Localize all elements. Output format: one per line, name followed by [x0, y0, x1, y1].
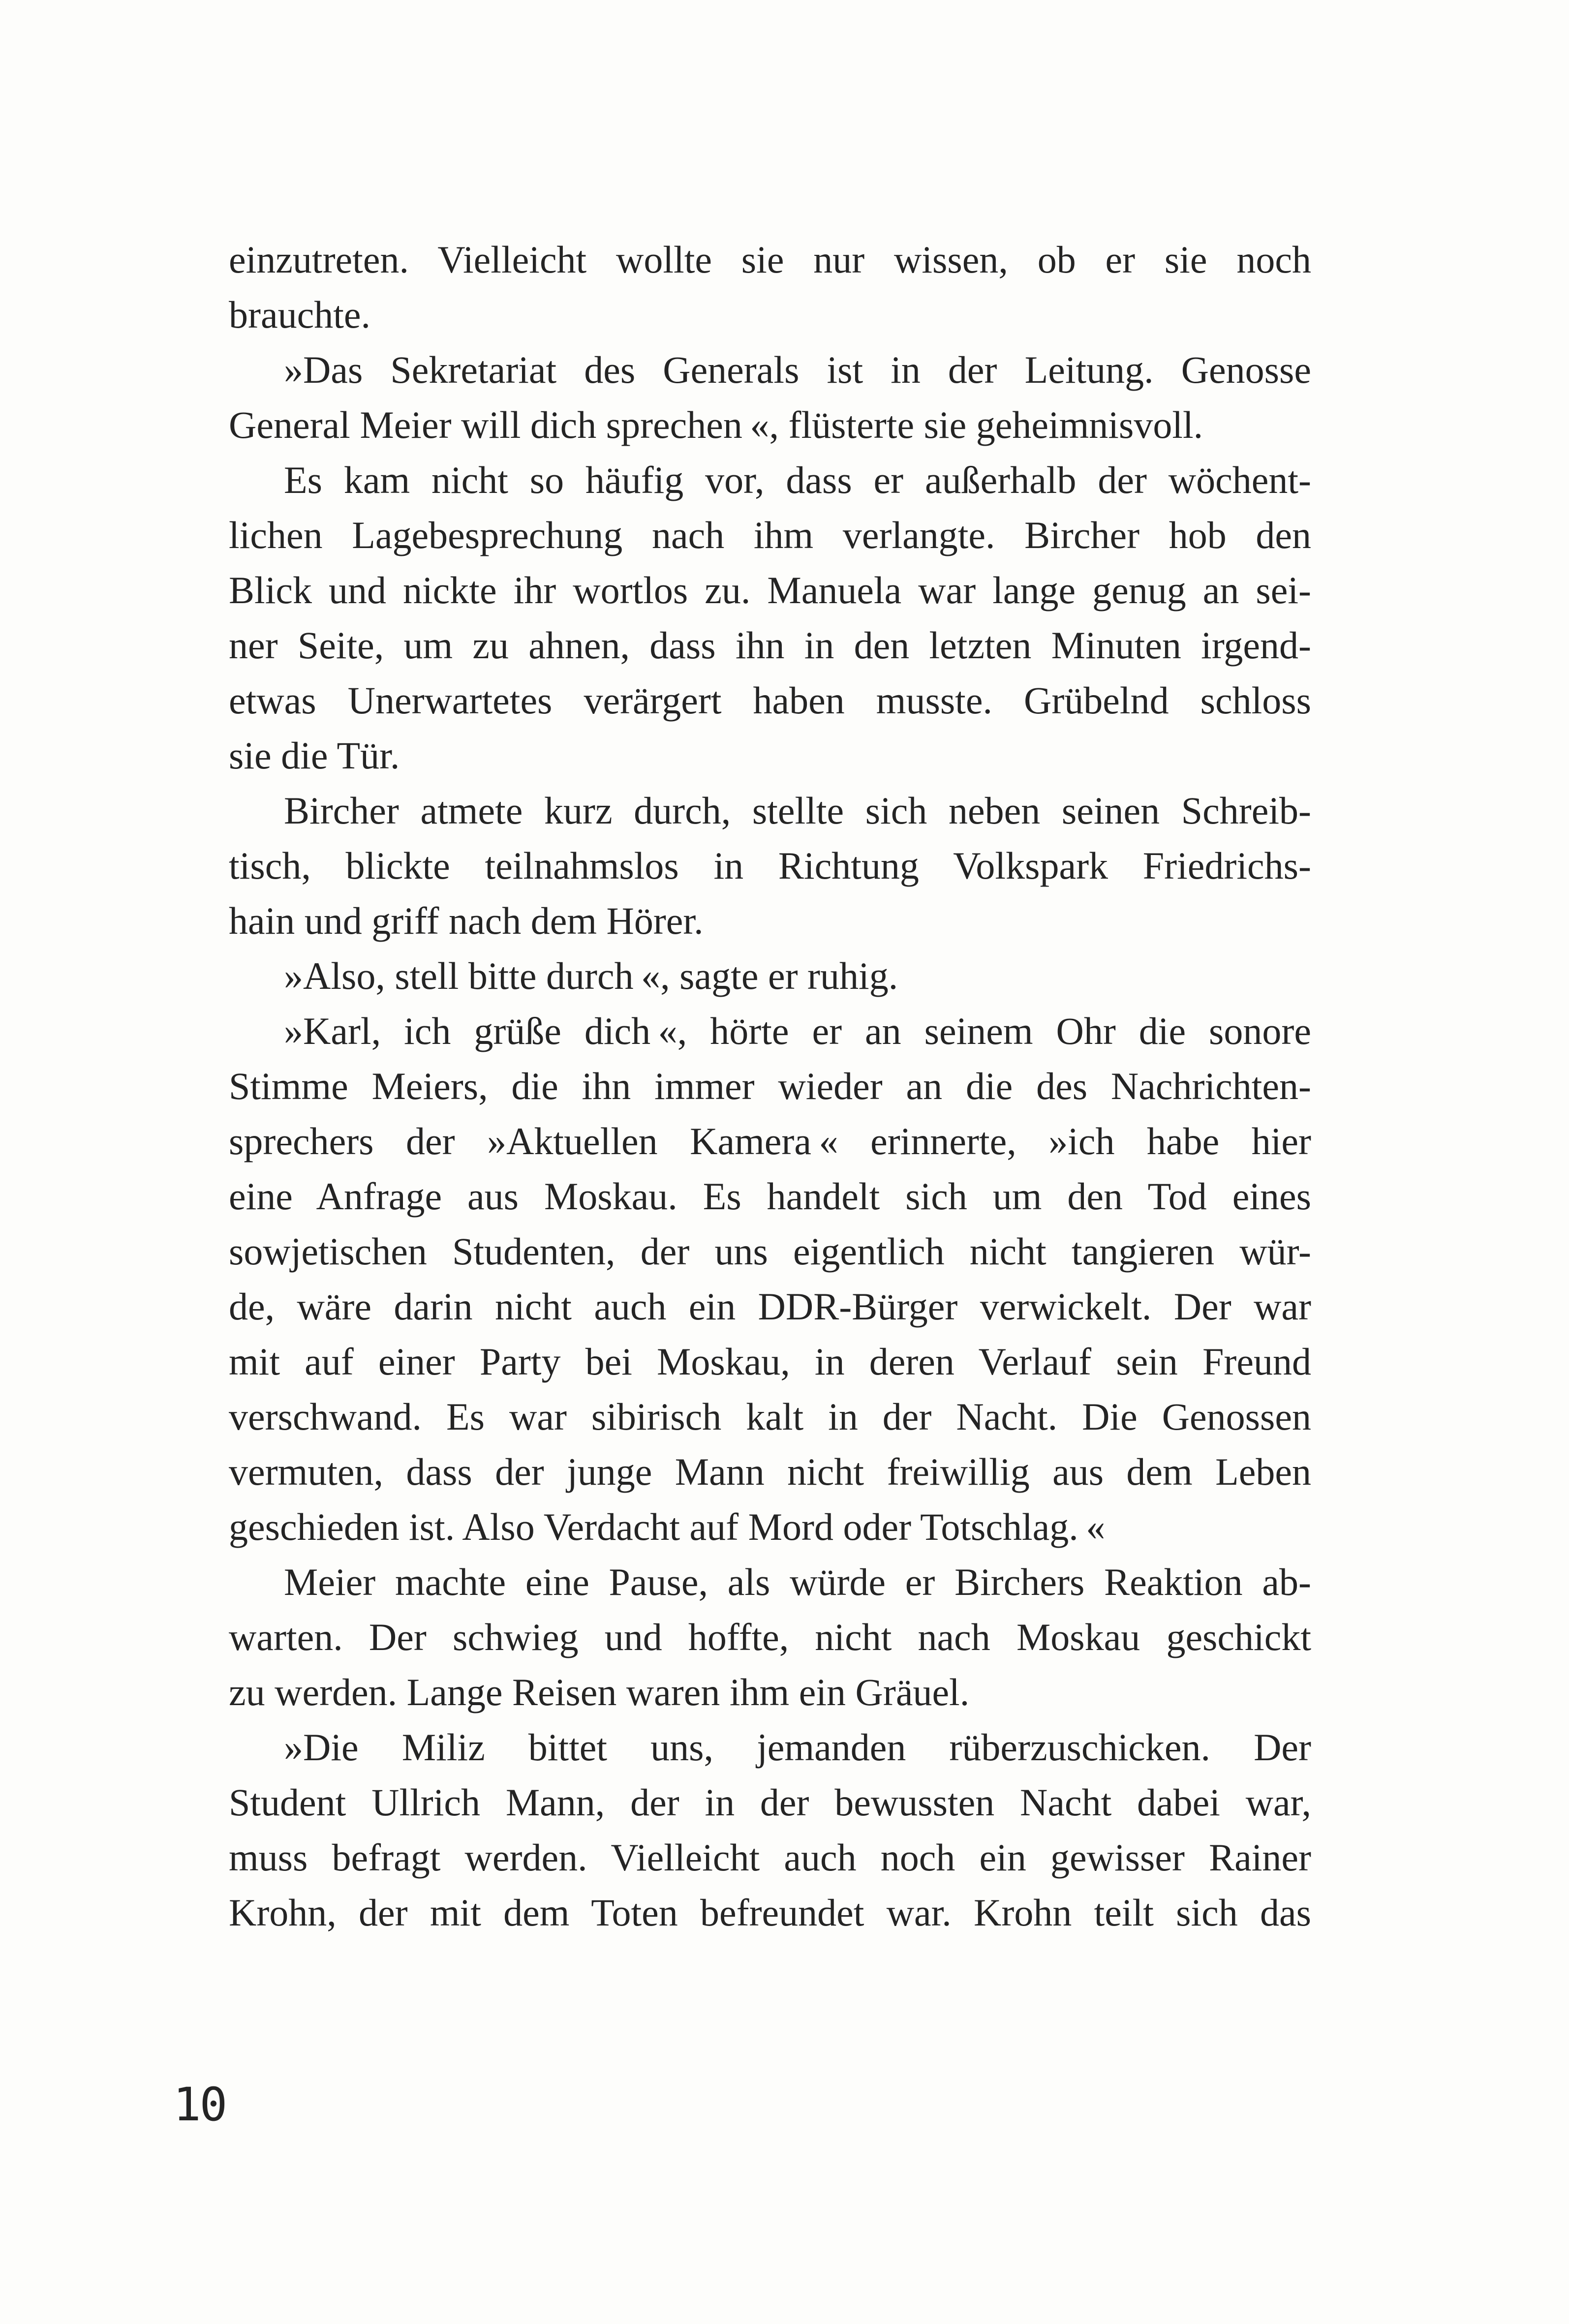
text-line: »Also, stell bitte durch «, sagte er ruhig.: [284, 954, 898, 997]
text-line: ner Seite, um zu ahnen, dass ihn in den letzten Minuten irgend-: [229, 624, 1311, 667]
text-line: etwas Unerwartetes verärgert haben musste. Grübelnd schloss: [229, 679, 1311, 722]
text-line: einzutreten. Vielleicht wollte sie nur wissen, ob er sie noch: [229, 238, 1311, 281]
text-line: vermuten, dass der junge Mann nicht freiwillig aus dem Leben: [229, 1450, 1311, 1493]
text-line: de, wäre darin nicht auch ein DDR-Bürger verwickelt. Der war: [229, 1285, 1311, 1328]
text-line: Student Ullrich Mann, der in der bewussten Nacht dabei war,: [229, 1781, 1311, 1824]
text-line: eine Anfrage aus Moskau. Es handelt sich um den Tod eines: [229, 1175, 1311, 1218]
text-line: sowjetischen Studenten, der uns eigentlich nicht tangieren wür-: [229, 1230, 1311, 1273]
text-line: sie die Tür.: [229, 734, 400, 777]
text-line: Blick und nickte ihr wortlos zu. Manuela war lange genug an sei-: [229, 569, 1311, 612]
text-line: Es kam nicht so häufig vor, dass er außerhalb der wöchent-: [284, 459, 1311, 501]
text-line: »Das Sekretariat des Generals ist in der Leitung. Genosse: [284, 348, 1311, 391]
text-line: Stimme Meiers, die ihn immer wieder an die des Nachrichten-: [229, 1065, 1311, 1107]
text-line: Bircher atmete kurz durch, stellte sich neben seinen Schreib-: [284, 789, 1311, 832]
page-number: 10: [173, 2078, 226, 2132]
text-line: »Die Miliz bittet uns, jemanden rüberzuschicken. Der: [284, 1726, 1311, 1769]
text-line: Krohn, der mit dem Toten befreundet war. Krohn teilt sich das: [229, 1891, 1311, 1934]
text-block: [229, 232, 1311, 1940]
text-line: »Karl, ich grüße dich «, hörte er an seinem Ohr die sonore: [284, 1009, 1311, 1052]
text-line: General Meier will dich sprechen «, flüsterte sie geheimnisvoll.: [229, 403, 1203, 446]
text-line: verschwand. Es war sibirisch kalt in der Nacht. Die Genossen: [229, 1395, 1311, 1438]
text-line: Meier machte eine Pause, als würde er Birchers Reaktion ab-: [284, 1560, 1311, 1603]
text-line: tisch, blickte teilnahmslos in Richtung Volkspark Friedrichs-: [229, 844, 1311, 887]
text-line: mit auf einer Party bei Moskau, in deren Verlauf sein Freund: [229, 1340, 1311, 1383]
text-line: warten. Der schwieg und hoffte, nicht nach Moskau geschickt: [229, 1616, 1311, 1658]
text-line: geschieden ist. Also Verdacht auf Mord oder Totschlag. «: [229, 1505, 1106, 1548]
text-line: muss befragt werden. Vielleicht auch noch ein gewisser Rainer: [229, 1836, 1311, 1879]
text-line: brauchte.: [229, 293, 371, 336]
text-line: sprechers der »Aktuellen Kamera « erinnerte, »ich habe hier: [229, 1120, 1311, 1162]
text-line: lichen Lagebesprechung nach ihm verlangte. Bircher hob den: [229, 514, 1311, 556]
text-line: zu werden. Lange Reisen waren ihm ein Gräuel.: [229, 1671, 970, 1713]
text-line: hain und griff nach dem Hörer.: [229, 899, 704, 942]
